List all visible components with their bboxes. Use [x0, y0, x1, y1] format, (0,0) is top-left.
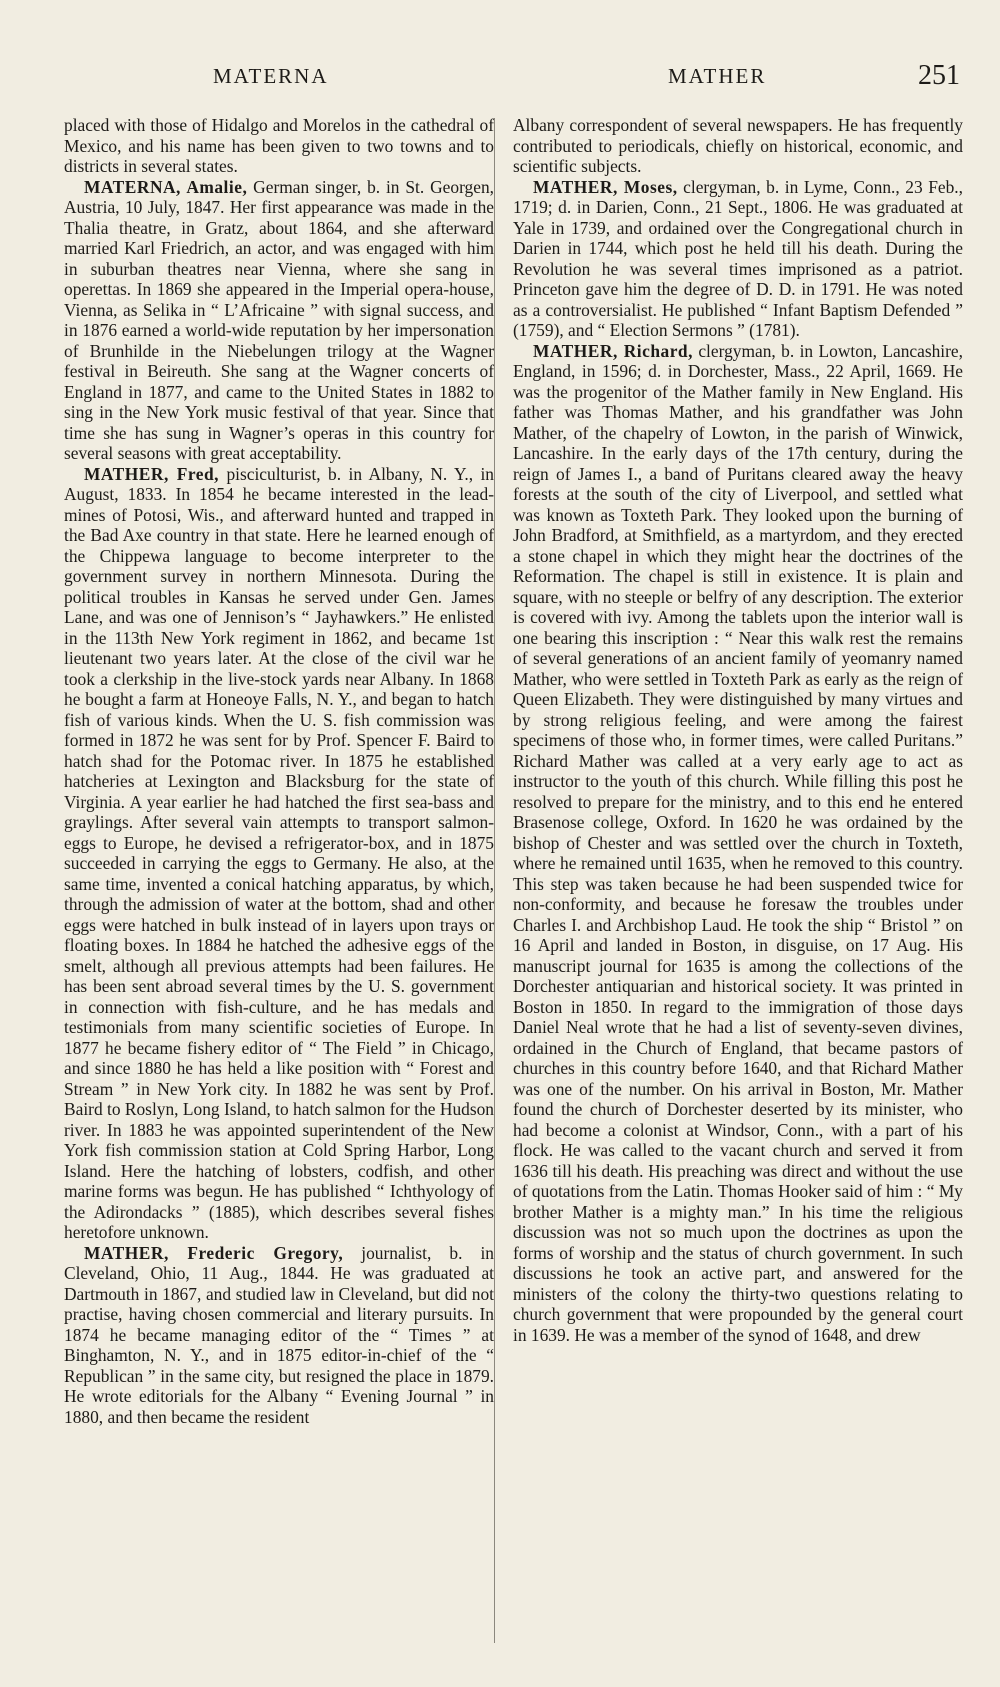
entry-text: journalist, b. in Cleveland, Ohio, 11 Aug., 1844. He was graduated at Dartmouth in 1867, and studied law in Cleveland, but did not practise, having chosen commercial and literary pursuits. In 1874 he became managing editor of the “ Times ” at Binghamton, N. Y., and in 1875 editor-in-chief of the “ Republican ” in the same city, but resigned the place in 1879. He wrote editorials for the Albany “ Evening Journal ” in 1880, and then became the resident	[64, 1242, 495, 1427]
headword: MATHER, Fred,	[84, 463, 220, 484]
right-column	[513, 115, 963, 1345]
entry-materna-amalie	[64, 177, 494, 464]
continuation-paragraph: Albany correspondent of several newspapers. He has frequently contributed to periodicals, chiefly on historical, economic, and scientific subjects.	[513, 115, 963, 176]
continuation-paragraph: placed with those of Hidalgo and Morelos in the cathedral of Mexico, and his name has been given to two towns and to districts in several states.	[64, 115, 494, 176]
entry-mather-richard	[513, 341, 963, 1346]
headword: MATHER, Frederic Gregory,	[84, 1242, 344, 1263]
headword: MATHER, Moses,	[533, 176, 678, 197]
left-column	[64, 115, 494, 1427]
headword: MATERNA, Amalie,	[84, 176, 248, 197]
entry-text: German singer, b. in St. Georgen, Austria, 10 July, 1847. Her first appearance was made in the Thalia theatre, in Gratz, about 1864, and she afterward married Karl Friedrich, an actor, and was engaged with him in suburban theatres near Vienna, where she sang in operettas. In 1869 she appeared in the Imperial opera-house, Vienna, as Selika in “ L’Africaine ” with signal success, and in 1876 earned a world-wide reputation by her impersonation of Brunhilde in the Niebelungen trilogy at the Wagner festival in Beireuth. She sang at the Wagner concerts of England in 1877, and came to the United States in 1882 to sing in the New York music festival of that year. Since that time she has sung in Wagner’s operas in this country for several seasons with great acceptability.	[64, 176, 495, 463]
left-running-head: MATERNA	[213, 64, 329, 88]
entry-text: clergyman, b. in Lyme, Conn., 23 Feb., 1719; d. in Darien, Conn., 21 Sept., 1806. He was graduated at Yale in 1739, and ordained over the Congregational church in Darien in 1744, which post he held till his death. During the Revolution he was several times imprisoned as a patriot. Princeton gave him the degree of D. D. in 1791. He was noted as a controversialist. He published “ Infant Baptism Defended ” (1759), and “ Election Sermons ” (1781).	[513, 176, 964, 340]
entry-mather-frederic-gregory	[64, 1243, 494, 1428]
entry-mather-fred	[64, 464, 494, 1243]
page-number: 251	[918, 60, 960, 91]
entry-text: clergyman, b. in Lowton, Lancashire, England, in 1596; d. in Dorchester, Mass., 22 April, 1669. He was the progenitor of the Mather family in New England. His father was Thomas Mather, and his grandfather was John Mather, of the chapelry of Lowton, in the parish of Winwick, Lancashire. In the early days of the 17th century, during the reign of James I., a band of Puritans cleared away the heavy forests at the south of the city of Liverpool, and settled what was known as Toxteth Park. They looked upon the burning of John Bradford, at Smithfield, as a martyrdom, and they erected a stone chapel in which they might hear the doctrines of the Reformation. The chapel is still in existence. It is plain and square, with no steeple or belfry of any description. The exterior is covered with ivy. Among the tablets upon the interior wall is one bearing this inscription : “ Near this walk rest the remains of several generations of an ancient family of yeomanry named Mather, who were settled in Toxteth Park as early as the reign of Queen Elizabeth. They were distinguished by many virtues and by strong religious feeling, and were among the fairest specimens of those who, in former times, were called Puritans.” Richard Mather was called at a very early age to act as instructor to the youth of this church. While filling this post he resolved to prepare for the ministry, and to this end he entered Brasenose college, Oxford. In 1620 he was ordained by the bishop of Chester and was settled over the church in Toxteth, where he remained until 1635, when he removed to this country. This step was taken because he had been suspended twice for non-conformity, and because he foresaw the troubles under Charles I. and Archbishop Laud. He took the ship “ Bristol ” on 16 April and landed in Boston, in disguise, on 17 Aug. His manuscript journal for 1635 is among the collections of the Dorchester antiquarian and historical society. It was printed in Boston in 1850. In regard to the immigration of those days Daniel Neal wrote that he had a list of seventy-seven divines, ordained in the Church of England, that became pastors of churches in this country before 1640, and that Richard Mather was one of the number. On his arrival in Boston, Mr. Mather found the church of Dorchester deserted by its minister, who had become a colonist at Windsor, Conn., with a part of his flock. He was called to the vacant church and served it from 1636 till his death. His preaching was direct and without the use of quotations from the Latin. Thomas Hooker said of him : “ My brother Mather is a mighty man.” In his time the religious discussion was not so much upon the doctrines as upon the forms of worship and the status of church government. In such discussions he took an active part, and answered for the ministers of the colony the thirty-two questions relating to church government that were propounded by the general court in 1639. He was a member of the synod of 1648, and drew	[513, 340, 963, 1345]
column-divider	[494, 118, 495, 1643]
entry-text: pisciculturist, b. in Albany, N. Y., in August, 1833. In 1854 he became interested in the lead-mines of Potosi, Wis., and afterward hunted and trapped in the Bad Axe country in that state. Here he learned enough of the Chippewa language to become interpreter to the government survey in northern Minnesota. During the political troubles in Kansas he served under Gen. James Lane, and was one of Jennison’s “ Jayhawkers.” He enlisted in the 113th New York regiment in 1862, and became 1st lieutenant two years later. At the close of the civil war he took a clerkship in the live-stock yards near Albany. In 1868 he bought a farm at Honeoye Falls, N. Y., and began to hatch fish of various kinds. When the U. S. fish commission was formed in 1872 he was sent for by Prof. Spencer F. Baird to hatch shad for the Potomac river. In 1875 he established hatcheries at Lexington and Blacksburg for the state of Virginia. A year earlier he had hatched the first sea-bass and graylings. After several vain attempts to transport salmon-eggs to Europe, he devised a refrigerator-box, and in 1875 succeeded in carrying the eggs to Germany. He also, at the same time, invented a conical hatching apparatus, by which, through the admission of water at the bottom, shad and other eggs were hatched in bulk instead of in layers upon trays or floating boxes. In 1884 he hatched the adhesive eggs of the smelt, although all previous attempts had been failures. He has been sent abroad several times by the U. S. government in connection with fish-culture, and he has medals and testimonials from many scientific societies of Europe. In 1877 he became fishery editor of “ The Field ” in Chicago, and since 1880 he has held a like position with “ Forest and Stream ” in New York city. In 1882 he was sent by Prof. Baird to Roslyn, Long Island, to hatch salmon for the Hudson river. In 1883 he was appointed superintendent of the New York fish commission station at Cold Spring Harbor, Long Island. Here the hatching of lobsters, codfish, and other marine forms was begun. He has published “ Ichthyology of the Adirondacks ” (1885), which describes several fishes heretofore unknown.	[64, 463, 494, 1242]
headword: MATHER, Richard,	[533, 340, 693, 361]
right-running-head: MATHER	[668, 64, 767, 88]
running-header	[0, 60, 1000, 94]
entry-mather-moses	[513, 177, 963, 341]
